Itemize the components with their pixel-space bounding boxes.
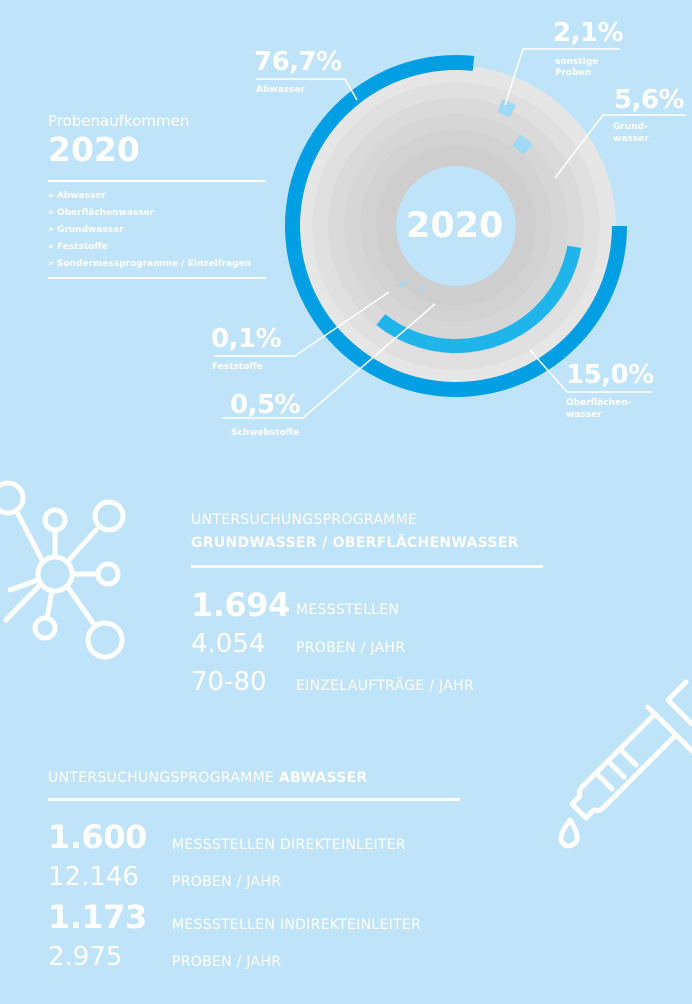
aw-stat-unit: PROBEN / JAHR [172, 954, 282, 970]
aw-stat-unit: PROBEN / JAHR [172, 874, 282, 890]
legend-item: » Feststoffe [48, 242, 108, 252]
sonstige-label-2: Proben [555, 68, 592, 78]
legend-item: » Abwasser [48, 191, 106, 201]
gw-stat-value: 70-80 [191, 667, 267, 697]
aw-stat-value: 1.173 [48, 898, 147, 936]
sonstige-label-1: sonstige [555, 57, 599, 67]
abwasser-pct: 76,7% [254, 47, 342, 77]
aw-stat-unit: MESSSTELLEN DIREKTEINLEITER [172, 837, 406, 853]
program-aw-title [48, 770, 368, 786]
abwasser-label: Abwasser [256, 85, 306, 95]
feststoffe-pct: 0,1% [211, 324, 282, 354]
chart-center-year: 2020 [406, 206, 504, 246]
oberflaechen-label-2: wasser [566, 410, 602, 420]
legend-title: Probenaufkommen [48, 112, 190, 130]
grundwasser-label-1: Grund- [613, 122, 648, 132]
aw-stat-unit: MESSSTELLEN INDIREKTEINLEITER [172, 917, 422, 933]
program-gw-title-2: GRUNDWASSER / OBERFLÄCHENWASSER [191, 535, 519, 551]
legend-divider-top [48, 180, 266, 182]
gw-stat-unit: MESSSTELLEN [296, 602, 400, 618]
gw-stat-unit: PROBEN / JAHR [296, 640, 406, 656]
oberflaechen-pct: 15,0% [566, 360, 654, 390]
feststoffe-label: Feststoffe [212, 362, 263, 372]
gw-stat-value: 4.054 [191, 629, 266, 659]
oberflaechen-label-1: Oberflächen- [566, 398, 632, 408]
aw-stat-value: 12.146 [48, 862, 139, 892]
program-gw-divider [191, 565, 543, 568]
program-aw-title-2: ABWASSER [278, 770, 368, 786]
sonstige-pct: 2,1% [553, 18, 624, 48]
gw-stat-unit: EINZELAUFTRÄGE / JAHR [296, 678, 475, 694]
aw-stat-value: 1.600 [48, 818, 147, 856]
legend-list [48, 188, 251, 273]
legend-year: 2020 [48, 130, 140, 169]
legend-item: » Grundwasser [48, 225, 124, 235]
program-aw-divider [48, 798, 460, 801]
legend-item: » Oberflächenwasser [48, 208, 155, 218]
program-gw-title-1: UNTERSUCHUNGSPROGRAMME [191, 512, 418, 528]
aw-stat-value: 2.975 [48, 942, 123, 972]
program-aw-title-1: UNTERSUCHUNGSPROGRAMME [48, 770, 275, 786]
legend-item: » Sondermessprogramme / Einzelfragen [48, 259, 252, 269]
grundwasser-label-2: wasser [613, 134, 649, 144]
schwebstoffe-pct: 0,5% [230, 390, 301, 420]
legend-divider-bottom [48, 277, 266, 279]
schwebstoffe-label: Schwebstoffe [231, 428, 300, 438]
gw-stat-value: 1.694 [191, 586, 290, 624]
grundwasser-pct: 5,6% [614, 85, 685, 115]
